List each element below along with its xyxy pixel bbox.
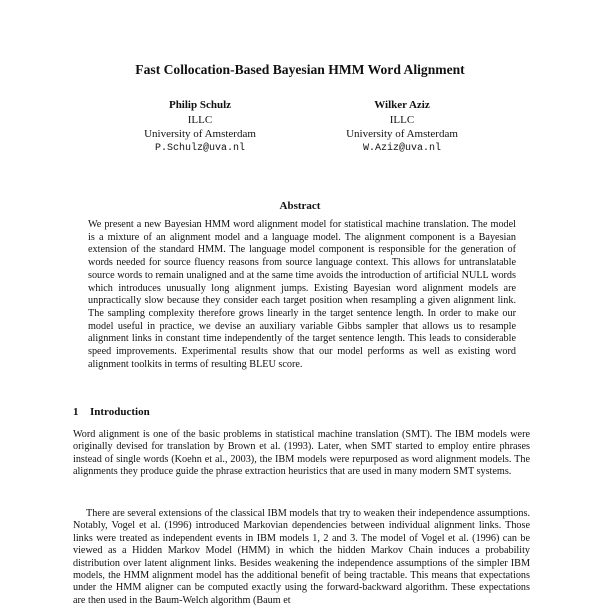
author-institution: University of Amsterdam xyxy=(346,128,458,140)
author-email: W.Aziz@uva.nl xyxy=(362,142,441,154)
author-email: P.Schulz@uva.nl xyxy=(154,142,245,154)
body-paragraph: There are several extensions of the classical IBM models that try to weaken their independence assumptions. Notably, Vogel et al. (1996) introduced Markovian dependencies between individual alignment links. Those links were treated as independent events in IBM models 1, 2 and 3. The model of Vogel et al. (1996) can be viewed as a Hidden Markov Model (HMM) in which the hidden Markov Chain induces a probability distribution over latent alignment links. Besides weakening the independence assumptions of the simpler IBM models, the HMM alignment model has the additional benefit of being tractable. This means that expectations under the HMM aligner can be computed exactly using the forward-backward algorithm. These expectations are then used in the Baum-Welch algorithm (Baum et xyxy=(73,508,530,606)
author-institution: University of Amsterdam xyxy=(144,128,256,140)
section-heading xyxy=(73,406,150,418)
author-block-1 xyxy=(90,98,310,156)
paper-title: Fast Collocation-Based Bayesian HMM Word Alignment xyxy=(135,62,465,77)
author-block-2 xyxy=(292,98,512,156)
author-name: Philip Schulz xyxy=(168,99,232,111)
body-paragraph: Word alignment is one of the basic problems in statistical machine translation (SMT). The IBM models were originally devised for translation by Brown et al. (1993). Later, when SMT started to employ entire phrases instead of single words (Koehn et al., 2003), the IBM models were repurposed as word alignment models. The alignments they produce guide the phrase extraction heuristics that are used in many modern SMT systems. xyxy=(73,429,530,478)
section-number: 1 xyxy=(73,406,79,418)
author-name: Wilker Aziz xyxy=(374,99,430,111)
abstract-heading: Abstract xyxy=(279,200,321,212)
abstract-text: We present a new Bayesian HMM word alignment model for statistical machine translation. The model is a mixture of an alignment model and a language model. The alignment component is a Bayesian extension of the standard HMM. The language model component is responsible for the generation of words needed for source fluency reasons from source language context. This allows for untranslatable source words to remain unaligned and at the same time avoids the introduction of artificial NULL words which introduces unusually long alignment jumps. Existing Bayesian word alignment models are unpractically slow because they consider each target position when resampling a given alignment link. The sampling complexity therefore grows linearly in the target sentence length. In order to make our model useful in practice, we devise an auxiliary variable Gibbs sampler that allows us to resample alignment links in constant time independently of the target sentence length. This leads to considerable speed improvements. Experimental results show that our model performs as well as existing word alignment toolkits in terms of resulting BLEU score. xyxy=(88,219,516,370)
author-affiliation: ILLC xyxy=(187,113,213,126)
section-title: Introduction xyxy=(90,406,150,418)
author-affiliation: ILLC xyxy=(389,113,415,126)
